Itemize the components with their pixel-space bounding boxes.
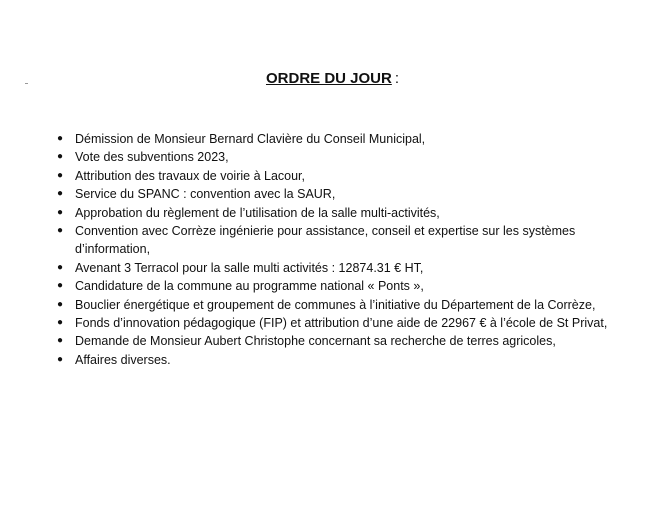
bullet-icon: ●: [57, 335, 64, 347]
agenda-item-text: Attribution des travaux de voirie à Lacour,: [75, 168, 305, 183]
agenda-list: [57, 130, 620, 369]
bullet-icon: ●: [57, 225, 64, 237]
agenda-item-text: Avenant 3 Terracol pour la salle multi activités : 12874.31 € HT,: [75, 260, 424, 275]
agenda-item-text: Bouclier énergétique et groupement de communes à l’initiative du Département de la Corrèze,: [75, 297, 596, 312]
bullet-icon: ●: [57, 188, 64, 200]
bullet-icon: ●: [57, 317, 64, 329]
agenda-item-text: Fonds d’innovation pédagogique (FIP) et attribution d’une aide de 22967 € à l’école de St Privat,: [75, 316, 608, 331]
agenda-item: [57, 259, 620, 277]
agenda-item-text: Candidature de la commune au programme national « Ponts »,: [75, 279, 424, 294]
bullet-icon: ●: [57, 353, 64, 365]
bullet-icon: ●: [57, 298, 64, 310]
agenda-item: [57, 185, 620, 203]
bullet-icon: ●: [57, 280, 64, 292]
agenda-item: [57, 167, 620, 185]
bullet-icon: ●: [57, 169, 64, 181]
bullet-icon: ●: [57, 261, 64, 273]
agenda-item-text: Démission de Monsieur Bernard Clavière du Conseil Municipal,: [75, 132, 426, 146]
agenda-item-text: Convention avec Corrèze ingénierie pour assistance, conseil et expertise sur les systèmes d’information,: [75, 224, 576, 257]
agenda-item: [57, 277, 620, 295]
agenda-item: [57, 351, 620, 369]
agenda-item: [57, 204, 620, 222]
agenda-item: [57, 332, 620, 350]
agenda-item-text: Vote des subventions 2023,: [75, 150, 229, 165]
agenda-item: [57, 148, 620, 166]
agenda-title-colon: :: [394, 70, 400, 87]
agenda-item-text: Service du SPANC : convention avec la SAUR,: [75, 187, 336, 202]
agenda-item-text: Affaires diverses.: [75, 352, 171, 367]
agenda-item-text: Demande de Monsieur Aubert Christophe concernant sa recherche de terres agricoles,: [75, 334, 556, 349]
agenda-item-text: Approbation du règlement de l’utilisation de la salle multi-activités,: [75, 205, 440, 220]
agenda-heading: [0, 70, 665, 87]
bullet-icon: ●: [57, 206, 64, 218]
agenda-item: [57, 130, 620, 148]
agenda-item: [57, 296, 620, 314]
bullet-icon: ●: [57, 133, 64, 144]
agenda-item: [57, 222, 620, 259]
bullet-icon: ●: [57, 151, 64, 163]
agenda-title: ORDRE DU JOUR: [265, 70, 392, 87]
agenda-item: [57, 314, 620, 332]
